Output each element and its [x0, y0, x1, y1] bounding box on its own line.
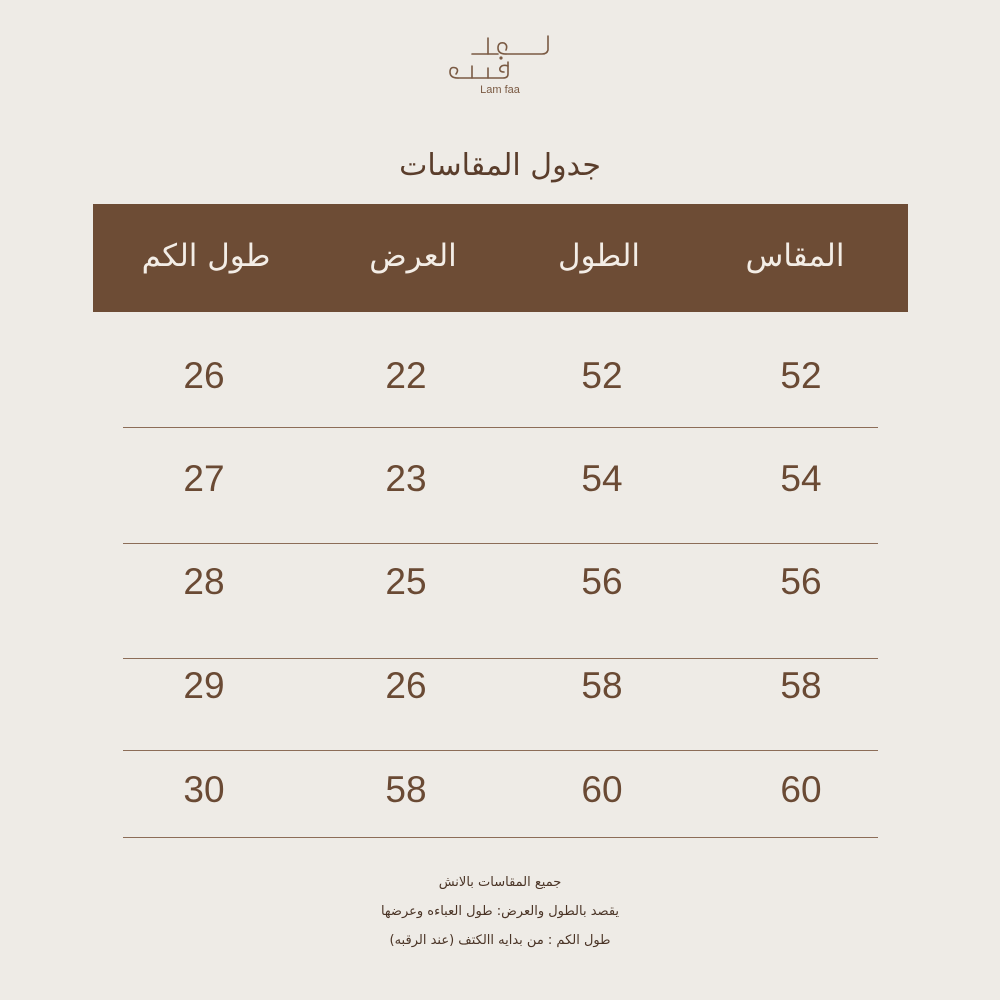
- header-size: المقاس: [745, 238, 845, 274]
- cell-sleeve-length: 26: [183, 355, 225, 396]
- header-length: الطول: [557, 238, 641, 274]
- cell-length: 54: [581, 458, 623, 499]
- cell-width: 22: [385, 355, 427, 396]
- logo-caption: Lam faa: [480, 84, 520, 96]
- note-units: جميع المقاسات بالانش: [438, 875, 562, 890]
- cell-size: 56: [780, 561, 822, 602]
- row-divider: [123, 543, 878, 544]
- note-length-width: يقصد بالطول والعرض: طول العباءه وعرضها: [380, 904, 620, 919]
- cell-width: 25: [385, 561, 427, 602]
- cell-width: 26: [385, 665, 427, 706]
- cell-sleeve-length: 29: [183, 665, 225, 706]
- cell-length: 56: [581, 561, 623, 602]
- cell-length: 58: [581, 665, 623, 706]
- table-row: [123, 552, 878, 612]
- cell-size: 60: [780, 769, 822, 810]
- cell-length: 60: [581, 769, 623, 810]
- cell-sleeve-length: 27: [183, 458, 225, 499]
- row-divider: [123, 750, 878, 751]
- table-row: [123, 346, 878, 406]
- cell-size: 58: [780, 665, 822, 706]
- row-divider: [123, 427, 878, 428]
- page-title: جدول المقاسات: [399, 148, 601, 183]
- cell-width: 23: [385, 458, 427, 499]
- cell-size: 54: [780, 458, 822, 499]
- header-sleeve-length: طول الكم: [141, 238, 271, 274]
- row-divider: [123, 837, 878, 838]
- cell-sleeve-length: 28: [183, 561, 225, 602]
- header-width: العرض: [369, 238, 457, 274]
- table-row: [123, 760, 878, 820]
- brand-logo: [400, 22, 600, 104]
- table-row: [123, 656, 878, 716]
- cell-size: 52: [780, 355, 822, 396]
- note-sleeve-length: طول الكم : من بدايه االكتف (عند الرقبه): [389, 933, 611, 948]
- table-row: [123, 449, 878, 509]
- size-notes: [0, 868, 1000, 955]
- cell-length: 52: [581, 355, 623, 396]
- cell-width: 58: [385, 769, 427, 810]
- cell-sleeve-length: 30: [183, 769, 225, 810]
- size-table-header: [93, 204, 908, 312]
